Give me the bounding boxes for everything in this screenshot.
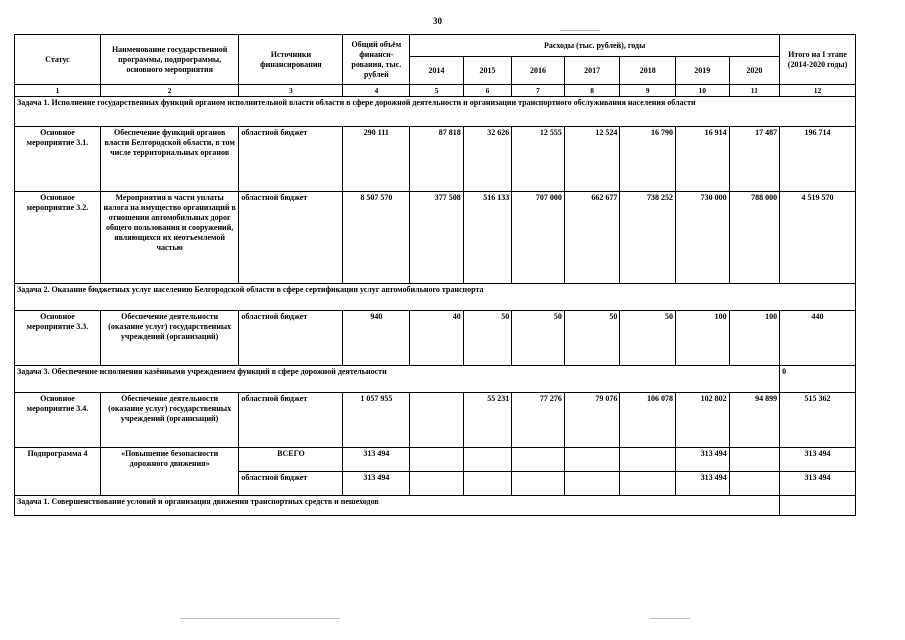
row-year-value: 313 494 bbox=[676, 472, 730, 496]
header-year: 2016 bbox=[512, 57, 565, 85]
row-year-value bbox=[564, 448, 620, 472]
task-heading: Задача 1. Исполнение государственных функций органом исполнительной власти области в сфере дорожной деятельности и организации транспортного обслуживания населения области bbox=[15, 97, 856, 127]
header-year: 2015 bbox=[463, 57, 512, 85]
row-year-value: 106 078 bbox=[620, 393, 676, 448]
row-status: Основное мероприятие 3.1. bbox=[15, 127, 101, 192]
column-number: 8 bbox=[564, 85, 620, 97]
row-stage-total: 313 494 bbox=[780, 448, 856, 472]
row-stage-total: 196 714 bbox=[780, 127, 856, 192]
task-stage-total: 0 bbox=[780, 366, 856, 393]
row-status: Подпрограмма 4 bbox=[15, 448, 101, 496]
row-total: 313 494 bbox=[343, 472, 410, 496]
row-year-value: 50 bbox=[512, 311, 565, 366]
row-year-value: 16 914 bbox=[676, 127, 730, 192]
header-year: 2014 bbox=[410, 57, 464, 85]
row-source: ВСЕГО bbox=[239, 448, 343, 472]
column-number: 6 bbox=[463, 85, 512, 97]
table-row bbox=[15, 127, 856, 192]
row-total: 8 507 570 bbox=[343, 192, 410, 284]
task-heading: Задача 3. Обеспечение исполнения казёнными учреждением функций в сфере дорожной деятельности bbox=[15, 366, 780, 393]
row-stage-total: 440 bbox=[780, 311, 856, 366]
header-sources: Источники финансирования bbox=[239, 35, 343, 85]
row-year-value: 32 626 bbox=[463, 127, 512, 192]
row-year-value bbox=[410, 472, 464, 496]
row-name: Обеспечение функций органов власти Белгородской области, в том числе территориальных органов bbox=[100, 127, 238, 192]
column-number: 7 bbox=[512, 85, 565, 97]
row-year-value: 16 790 bbox=[620, 127, 676, 192]
row-stage-total: 313 494 bbox=[780, 472, 856, 496]
table-row bbox=[15, 448, 856, 472]
row-name: Обеспечение деятельности (оказание услуг) государственных учреждений (организаций) bbox=[100, 311, 238, 366]
row-year-value: 662 677 bbox=[564, 192, 620, 284]
page-number: 30 bbox=[433, 16, 442, 26]
row-year-value: 87 818 bbox=[410, 127, 464, 192]
column-number: 3 bbox=[239, 85, 343, 97]
scan-artifact bbox=[180, 618, 340, 619]
header-status: Статус bbox=[15, 35, 101, 85]
row-source: областной бюджет bbox=[239, 192, 343, 284]
row-year-value bbox=[410, 393, 464, 448]
row-year-value: 50 bbox=[620, 311, 676, 366]
row-year-value bbox=[564, 472, 620, 496]
header-year: 2020 bbox=[729, 57, 780, 85]
column-number: 9 bbox=[620, 85, 676, 97]
row-stage-total: 4 519 570 bbox=[780, 192, 856, 284]
row-year-value: 50 bbox=[564, 311, 620, 366]
row-source: областной бюджет bbox=[239, 127, 343, 192]
row-year-value: 100 bbox=[676, 311, 730, 366]
header-year: 2018 bbox=[620, 57, 676, 85]
column-number: 2 bbox=[100, 85, 238, 97]
budget-table bbox=[14, 34, 856, 516]
task-heading: Задача 1. Совершенствование условий и организация движения транспортных средств и пешеходов bbox=[15, 496, 780, 516]
row-name: «Повышение безопасности дорожного движения» bbox=[100, 448, 238, 496]
row-year-value: 77 276 bbox=[512, 393, 565, 448]
row-year-value bbox=[410, 448, 464, 472]
column-number: 10 bbox=[676, 85, 730, 97]
header-year: 2019 bbox=[676, 57, 730, 85]
row-total: 1 057 955 bbox=[343, 393, 410, 448]
column-number: 4 bbox=[343, 85, 410, 97]
header-expenses: Расходы (тыс. рублей), годы bbox=[410, 35, 780, 57]
row-name: Мероприятия в части уплаты налога на имущество организаций в отношении автомобильных дорог общего пользования и сооружений, являющихся их неотъемлемой частью bbox=[100, 192, 238, 284]
row-year-value: 94 899 bbox=[729, 393, 780, 448]
column-number: 11 bbox=[729, 85, 780, 97]
row-year-value: 55 231 bbox=[463, 393, 512, 448]
row-year-value: 12 524 bbox=[564, 127, 620, 192]
row-year-value: 377 508 bbox=[410, 192, 464, 284]
header-name: Наименование государственной программы, подпрограммы, основного мероприятия bbox=[100, 35, 238, 85]
row-status: Основное мероприятие 3.3. bbox=[15, 311, 101, 366]
row-year-value: 788 000 bbox=[729, 192, 780, 284]
row-year-value bbox=[463, 448, 512, 472]
task-heading: Задача 2. Оказание бюджетных услуг населению Белгородской области в сфере сертификации услуг автомобильного транспорта bbox=[15, 284, 856, 311]
row-status: Основное мероприятие 3.2. bbox=[15, 192, 101, 284]
row-total: 313 494 bbox=[343, 448, 410, 472]
row-stage-total: 515 362 bbox=[780, 393, 856, 448]
column-number: 12 bbox=[780, 85, 856, 97]
row-year-value: 102 802 bbox=[676, 393, 730, 448]
row-total: 940 bbox=[343, 311, 410, 366]
column-number: 5 bbox=[410, 85, 464, 97]
row-status: Основное мероприятие 3.4. bbox=[15, 393, 101, 448]
row-year-value bbox=[512, 448, 565, 472]
scan-artifact bbox=[650, 618, 690, 619]
table-row bbox=[15, 393, 856, 448]
task-stage-total bbox=[780, 496, 856, 516]
row-year-value: 17 487 bbox=[729, 127, 780, 192]
row-source: областной бюджет bbox=[239, 393, 343, 448]
row-year-value: 40 bbox=[410, 311, 464, 366]
row-source: областной бюджет bbox=[239, 311, 343, 366]
row-year-value: 738 252 bbox=[620, 192, 676, 284]
row-year-value: 79 076 bbox=[564, 393, 620, 448]
header-total-volume: Общий объём финанси-рования, тыс. рублей bbox=[343, 35, 410, 85]
table-row bbox=[15, 192, 856, 284]
row-year-value: 730 000 bbox=[676, 192, 730, 284]
row-source: областной бюджет bbox=[239, 472, 343, 496]
header-year: 2017 bbox=[564, 57, 620, 85]
header-total-stage: Итого на I этапе (2014-2020 годы) bbox=[780, 35, 856, 85]
row-year-value: 707 000 bbox=[512, 192, 565, 284]
row-total: 290 111 bbox=[343, 127, 410, 192]
row-year-value: 50 bbox=[463, 311, 512, 366]
scan-artifact bbox=[560, 30, 600, 31]
row-year-value: 12 555 bbox=[512, 127, 565, 192]
row-year-value bbox=[729, 472, 780, 496]
column-number-row bbox=[15, 85, 856, 97]
row-year-value: 100 bbox=[729, 311, 780, 366]
row-year-value: 313 494 bbox=[676, 448, 730, 472]
table-row bbox=[15, 311, 856, 366]
row-name: Обеспечение деятельности (оказание услуг) государственных учреждений (организаций) bbox=[100, 393, 238, 448]
row-year-value bbox=[620, 448, 676, 472]
row-year-value bbox=[463, 472, 512, 496]
row-year-value: 516 133 bbox=[463, 192, 512, 284]
row-year-value bbox=[620, 472, 676, 496]
column-number: 1 bbox=[15, 85, 101, 97]
row-year-value bbox=[512, 472, 565, 496]
row-year-value bbox=[729, 448, 780, 472]
